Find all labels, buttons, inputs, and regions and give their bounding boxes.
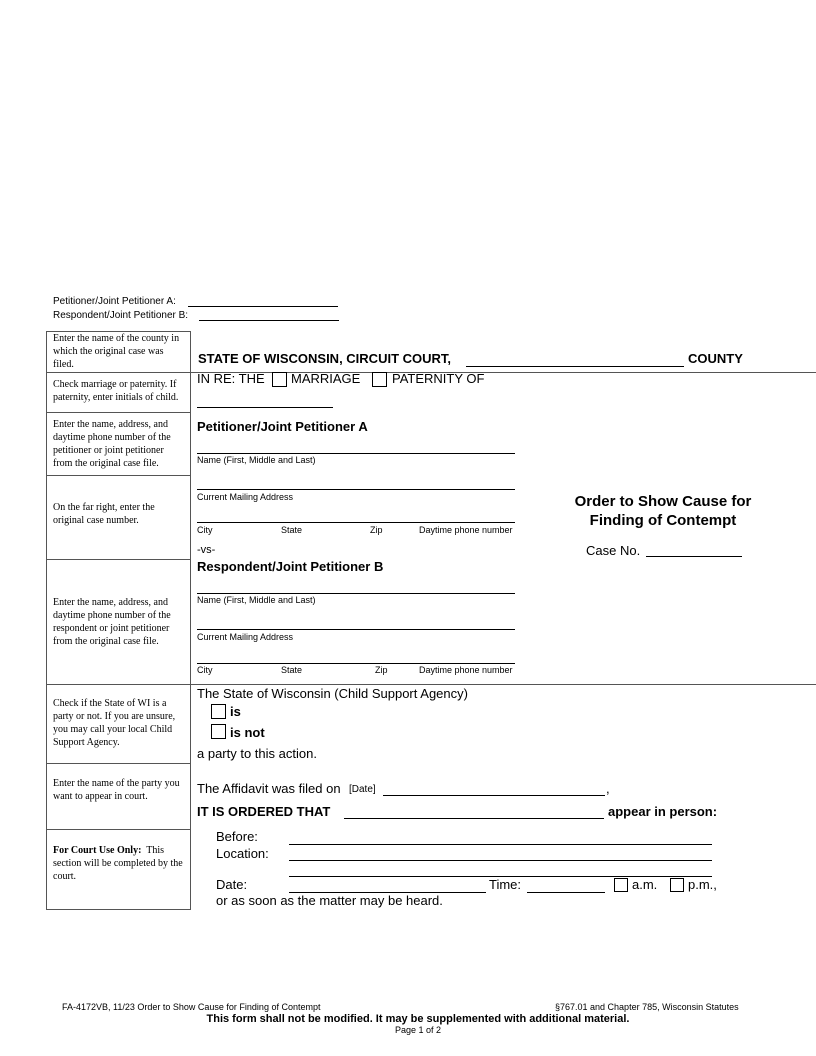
document-title-line2: Finding of Contempt	[589, 512, 737, 529]
before-field[interactable]	[289, 832, 712, 845]
sidebar-divider	[46, 763, 191, 764]
hearing-date-field[interactable]	[289, 880, 486, 893]
sidebar-note-respondent: Enter the name, address, and daytime phone number of the respondent or joint petitioner from the original case file.	[53, 597, 171, 647]
respondent-b-field[interactable]	[199, 310, 339, 321]
petitioner-address-caption: Current Mailing Address	[197, 492, 294, 502]
time-label: Time:	[489, 877, 522, 892]
petitioner-city-caption: City	[197, 525, 213, 535]
sidebar-note-state: Check if the State of WI is a party or not. If you are unsure, you may call your local Child Support Agency.	[53, 698, 176, 748]
affidavit-date-label: [Date]	[349, 784, 376, 795]
marriage-label: MARRIAGE	[291, 371, 361, 386]
sidebar-divider	[46, 475, 191, 476]
footer-notice: This form shall not be modified. It may be supplemented with additional material.	[206, 1013, 630, 1025]
agency-is-label: is	[230, 704, 241, 719]
respondent-address-field[interactable]	[197, 617, 515, 630]
location-label: Location:	[216, 846, 269, 861]
court-use-text: This section will be completed by the court.	[53, 845, 183, 882]
party-name-field[interactable]	[344, 806, 604, 819]
sidebar-note-case-number: On the far right, enter the original case number.	[53, 502, 155, 526]
appear-label: appear in person:	[608, 804, 718, 819]
agency-is-not-checkbox[interactable]	[211, 724, 226, 739]
vs-label: -vs-	[197, 544, 216, 556]
respondent-name-field[interactable]	[197, 581, 515, 594]
respondent-zip-caption: Zip	[375, 665, 388, 675]
child-initials-field[interactable]	[197, 395, 333, 408]
respondent-state-caption: State	[281, 665, 303, 675]
marriage-checkbox[interactable]	[272, 372, 287, 387]
sidebar-divider	[46, 559, 191, 560]
agency-label: The State of Wisconsin (Child Support Agency)	[197, 686, 468, 701]
sidebar-divider	[46, 909, 191, 910]
sidebar-note-party: Enter the name of the party you want to appear in court.	[53, 778, 180, 802]
pm-label: p.m.,	[688, 877, 717, 892]
petitioner-name-field[interactable]	[197, 441, 515, 454]
respondent-city-field[interactable]	[197, 651, 515, 664]
petitioner-state-caption: State	[281, 525, 303, 535]
case-no-label: Case No.	[586, 543, 641, 558]
respondent-b-label: Respondent/Joint Petitioner B:	[53, 310, 189, 321]
petitioner-a-field[interactable]	[188, 296, 338, 307]
sidebar-note-marriage: Check marriage or paternity. If paternity, enter initials of child.	[53, 379, 179, 403]
petitioner-city-field[interactable]	[197, 510, 515, 523]
petitioner-address-field[interactable]	[197, 477, 515, 490]
county-field[interactable]	[466, 352, 684, 367]
am-checkbox[interactable]	[614, 878, 628, 892]
petitioner-a-label: Petitioner/Joint Petitioner A:	[53, 296, 176, 307]
party-label: a party to this action.	[197, 746, 317, 761]
page-number: Page 1 of 2	[394, 1025, 442, 1035]
state-court-label: STATE OF WISCONSIN, CIRCUIT COURT,	[198, 351, 452, 366]
date-label: Date:	[216, 877, 248, 892]
sidebar-border-right	[190, 331, 191, 909]
location-field-2[interactable]	[289, 864, 712, 877]
agency-is-checkbox[interactable]	[211, 704, 226, 719]
sidebar-divider	[46, 412, 191, 413]
before-label: Before:	[216, 829, 258, 844]
respondent-address-caption: Current Mailing Address	[197, 632, 294, 642]
case-no-field[interactable]	[646, 544, 742, 557]
in-re-label: IN RE: THE	[197, 371, 265, 386]
county-label: COUNTY	[688, 351, 743, 366]
hearing-time-field[interactable]	[527, 880, 605, 893]
paternity-checkbox[interactable]	[372, 372, 387, 387]
sidebar-border-left	[46, 331, 47, 909]
document-title-line1: Order to Show Cause for	[574, 493, 752, 510]
paternity-label: PATERNITY OF	[392, 371, 485, 386]
sidebar-note-court-use	[53, 844, 185, 883]
sidebar-note-county: Enter the name of the county in which the original case was filed.	[53, 333, 180, 370]
caption-divider	[46, 684, 816, 685]
petitioner-zip-caption: Zip	[370, 525, 383, 535]
respondent-city-caption: City	[197, 665, 213, 675]
am-label: a.m.	[632, 877, 658, 892]
petitioner-name-caption: Name (First, Middle and Last)	[197, 455, 316, 465]
court-use-label: For Court Use Only:	[53, 845, 142, 856]
sidebar-note-petitioner: Enter the name, address, and daytime phone number of the petitioner or joint petitioner from the original case file.	[53, 419, 171, 469]
affidavit-comma: ,	[606, 781, 610, 796]
form-id: FA-4172VB, 11/23 Order to Show Cause for Finding of Contempt	[62, 1002, 321, 1012]
affidavit-date-field[interactable]	[383, 783, 605, 796]
sidebar-divider	[46, 829, 191, 830]
respondent-heading: Respondent/Joint Petitioner B	[197, 559, 384, 574]
location-field[interactable]	[289, 848, 712, 861]
petitioner-heading: Petitioner/Joint Petitioner A	[197, 419, 368, 434]
respondent-phone-caption: Daytime phone number	[419, 665, 513, 675]
pm-checkbox[interactable]	[670, 878, 684, 892]
agency-is-not-label: is not	[230, 725, 265, 740]
respondent-name-caption: Name (First, Middle and Last)	[197, 595, 316, 605]
statutes: §767.01 and Chapter 785, Wisconsin Statutes	[555, 1002, 739, 1012]
petitioner-phone-caption: Daytime phone number	[419, 525, 513, 535]
ordered-label: IT IS ORDERED THAT	[197, 804, 331, 819]
soon-label: or as soon as the matter may be heard.	[216, 893, 443, 908]
affidavit-label: The Affidavit was filed on	[197, 781, 341, 796]
